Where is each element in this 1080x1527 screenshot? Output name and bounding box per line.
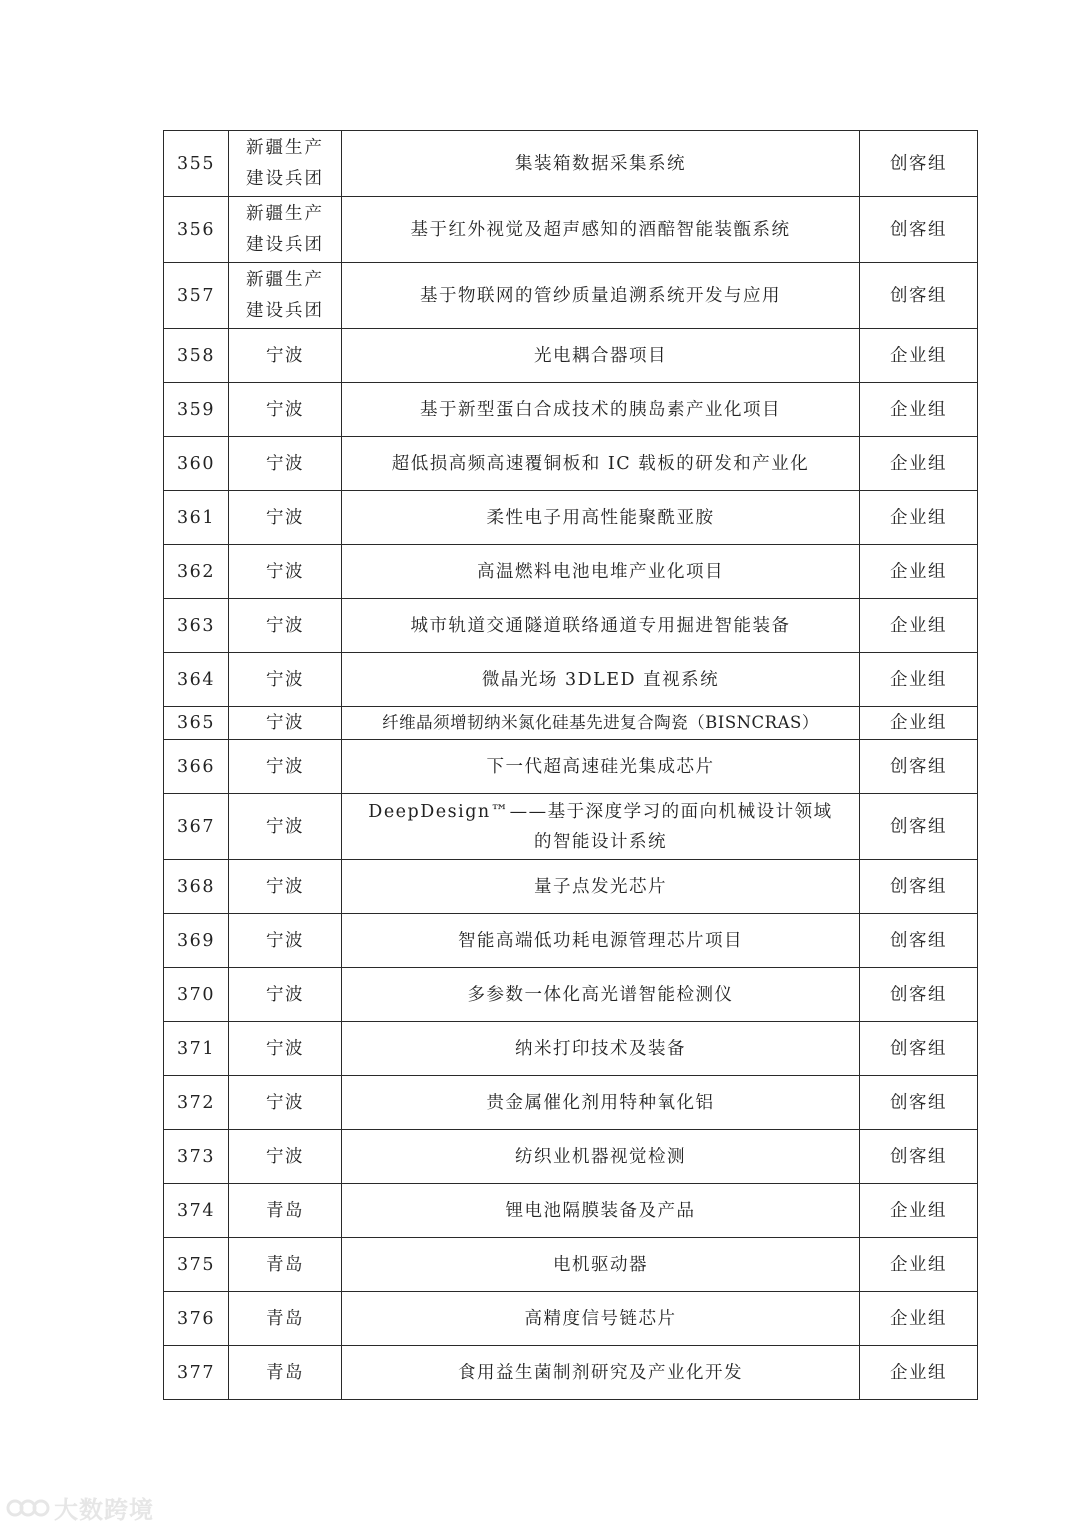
region-cell: 青岛 <box>229 1346 342 1400</box>
table-row <box>164 1130 978 1184</box>
brand-logo-icon <box>6 1497 50 1519</box>
group-cell: 创客组 <box>860 131 978 197</box>
region-cell: 青岛 <box>229 1184 342 1238</box>
table-row <box>164 653 978 707</box>
project-name-cell: 贵金属催化剂用特种氧化铝 <box>342 1076 860 1130</box>
project-name-cell: 电机驱动器 <box>342 1238 860 1292</box>
group-cell: 企业组 <box>860 437 978 491</box>
table-row <box>164 131 978 197</box>
project-name-cell: 纳米打印技术及装备 <box>342 1022 860 1076</box>
group-cell: 创客组 <box>860 860 978 914</box>
table-row <box>164 1022 978 1076</box>
row-number: 360 <box>164 437 229 491</box>
table-row <box>164 1184 978 1238</box>
region-cell: 宁波 <box>229 1022 342 1076</box>
region-cell: 青岛 <box>229 1292 342 1346</box>
group-cell: 创客组 <box>860 1022 978 1076</box>
project-name-cell: 下一代超高速硅光集成芯片 <box>342 740 860 794</box>
table-row <box>164 437 978 491</box>
region-cell: 宁波 <box>229 794 342 860</box>
group-cell: 创客组 <box>860 914 978 968</box>
region-cell: 宁波 <box>229 860 342 914</box>
row-number: 363 <box>164 599 229 653</box>
table-row <box>164 968 978 1022</box>
table-row <box>164 329 978 383</box>
region-cell: 宁波 <box>229 914 342 968</box>
row-number: 375 <box>164 1238 229 1292</box>
project-name-cell: 高温燃料电池电堆产业化项目 <box>342 545 860 599</box>
project-name-cell: 基于新型蛋白合成技术的胰岛素产业化项目 <box>342 383 860 437</box>
award-list-table <box>163 130 978 1400</box>
project-name-cell: 高精度信号链芯片 <box>342 1292 860 1346</box>
group-cell: 企业组 <box>860 329 978 383</box>
group-cell: 企业组 <box>860 653 978 707</box>
table-row <box>164 1076 978 1130</box>
project-name-cell: 城市轨道交通隧道联络通道专用掘进智能装备 <box>342 599 860 653</box>
watermark-text: 大数跨境 <box>54 1496 154 1524</box>
table-row <box>164 1292 978 1346</box>
table-row <box>164 914 978 968</box>
table-row <box>164 383 978 437</box>
region-cell: 宁波 <box>229 383 342 437</box>
region-cell: 宁波 <box>229 1130 342 1184</box>
group-cell: 创客组 <box>860 968 978 1022</box>
group-cell: 创客组 <box>860 794 978 860</box>
project-name-cell: 智能高端低功耗电源管理芯片项目 <box>342 914 860 968</box>
project-name-cell: 纺织业机器视觉检测 <box>342 1130 860 1184</box>
row-number: 374 <box>164 1184 229 1238</box>
region-cell: 青岛 <box>229 1238 342 1292</box>
region-cell: 宁波 <box>229 707 342 740</box>
project-name-cell: 量子点发光芯片 <box>342 860 860 914</box>
row-number: 376 <box>164 1292 229 1346</box>
row-number: 367 <box>164 794 229 860</box>
group-cell: 企业组 <box>860 545 978 599</box>
project-name-cell: 锂电池隔膜装备及产品 <box>342 1184 860 1238</box>
project-name-cell: 超低损高频高速覆铜板和 IC 载板的研发和产业化 <box>342 437 860 491</box>
project-name-cell: 柔性电子用高性能聚酰亚胺 <box>342 491 860 545</box>
row-number: 357 <box>164 263 229 329</box>
group-cell: 企业组 <box>860 383 978 437</box>
region-cell: 宁波 <box>229 653 342 707</box>
row-number: 377 <box>164 1346 229 1400</box>
project-name-cell: DeepDesign™——基于深度学习的面向机械设计领域的智能设计系统 <box>342 794 860 860</box>
table-row <box>164 794 978 860</box>
table-row <box>164 1346 978 1400</box>
project-name-cell: 食用益生菌制剂研究及产业化开发 <box>342 1346 860 1400</box>
project-name-cell: 纤维晶须增韧纳米氮化硅基先进复合陶瓷（BISNCRAS） <box>342 707 860 740</box>
region-cell: 宁波 <box>229 1076 342 1130</box>
group-cell: 创客组 <box>860 740 978 794</box>
table-row <box>164 740 978 794</box>
row-number: 365 <box>164 707 229 740</box>
region-cell: 宁波 <box>229 740 342 794</box>
group-cell: 创客组 <box>860 1076 978 1130</box>
project-name-cell: 基于红外视觉及超声感知的酒醅智能装甑系统 <box>342 197 860 263</box>
row-number: 355 <box>164 131 229 197</box>
project-name-cell: 微晶光场 3DLED 直视系统 <box>342 653 860 707</box>
row-number: 366 <box>164 740 229 794</box>
table-row <box>164 491 978 545</box>
row-number: 369 <box>164 914 229 968</box>
region-cell: 宁波 <box>229 491 342 545</box>
region-cell: 宁波 <box>229 599 342 653</box>
row-number: 370 <box>164 968 229 1022</box>
table-row <box>164 1238 978 1292</box>
row-number: 368 <box>164 860 229 914</box>
table-row <box>164 197 978 263</box>
region-cell: 宁波 <box>229 968 342 1022</box>
group-cell: 企业组 <box>860 491 978 545</box>
group-cell: 企业组 <box>860 1238 978 1292</box>
region-cell: 宁波 <box>229 329 342 383</box>
table-row <box>164 545 978 599</box>
group-cell: 创客组 <box>860 1130 978 1184</box>
table-row <box>164 860 978 914</box>
row-number: 361 <box>164 491 229 545</box>
row-number: 359 <box>164 383 229 437</box>
group-cell: 企业组 <box>860 1346 978 1400</box>
table-row <box>164 707 978 740</box>
region-cell: 新疆生产建设兵团 <box>229 131 342 197</box>
row-number: 358 <box>164 329 229 383</box>
group-cell: 创客组 <box>860 263 978 329</box>
project-name-cell: 基于物联网的管纱质量追溯系统开发与应用 <box>342 263 860 329</box>
row-number: 362 <box>164 545 229 599</box>
watermark <box>6 1490 154 1525</box>
group-cell: 企业组 <box>860 1184 978 1238</box>
project-name-cell: 光电耦合器项目 <box>342 329 860 383</box>
region-cell: 新疆生产建设兵团 <box>229 197 342 263</box>
project-name-cell: 集装箱数据采集系统 <box>342 131 860 197</box>
region-cell: 宁波 <box>229 545 342 599</box>
row-number: 373 <box>164 1130 229 1184</box>
group-cell: 企业组 <box>860 599 978 653</box>
group-cell: 创客组 <box>860 197 978 263</box>
region-cell: 新疆生产建设兵团 <box>229 263 342 329</box>
row-number: 356 <box>164 197 229 263</box>
project-name-cell: 多参数一体化高光谱智能检测仪 <box>342 968 860 1022</box>
region-cell: 宁波 <box>229 437 342 491</box>
group-cell: 企业组 <box>860 1292 978 1346</box>
table-row <box>164 263 978 329</box>
table-row <box>164 599 978 653</box>
group-cell: 企业组 <box>860 707 978 740</box>
row-number: 364 <box>164 653 229 707</box>
row-number: 371 <box>164 1022 229 1076</box>
row-number: 372 <box>164 1076 229 1130</box>
